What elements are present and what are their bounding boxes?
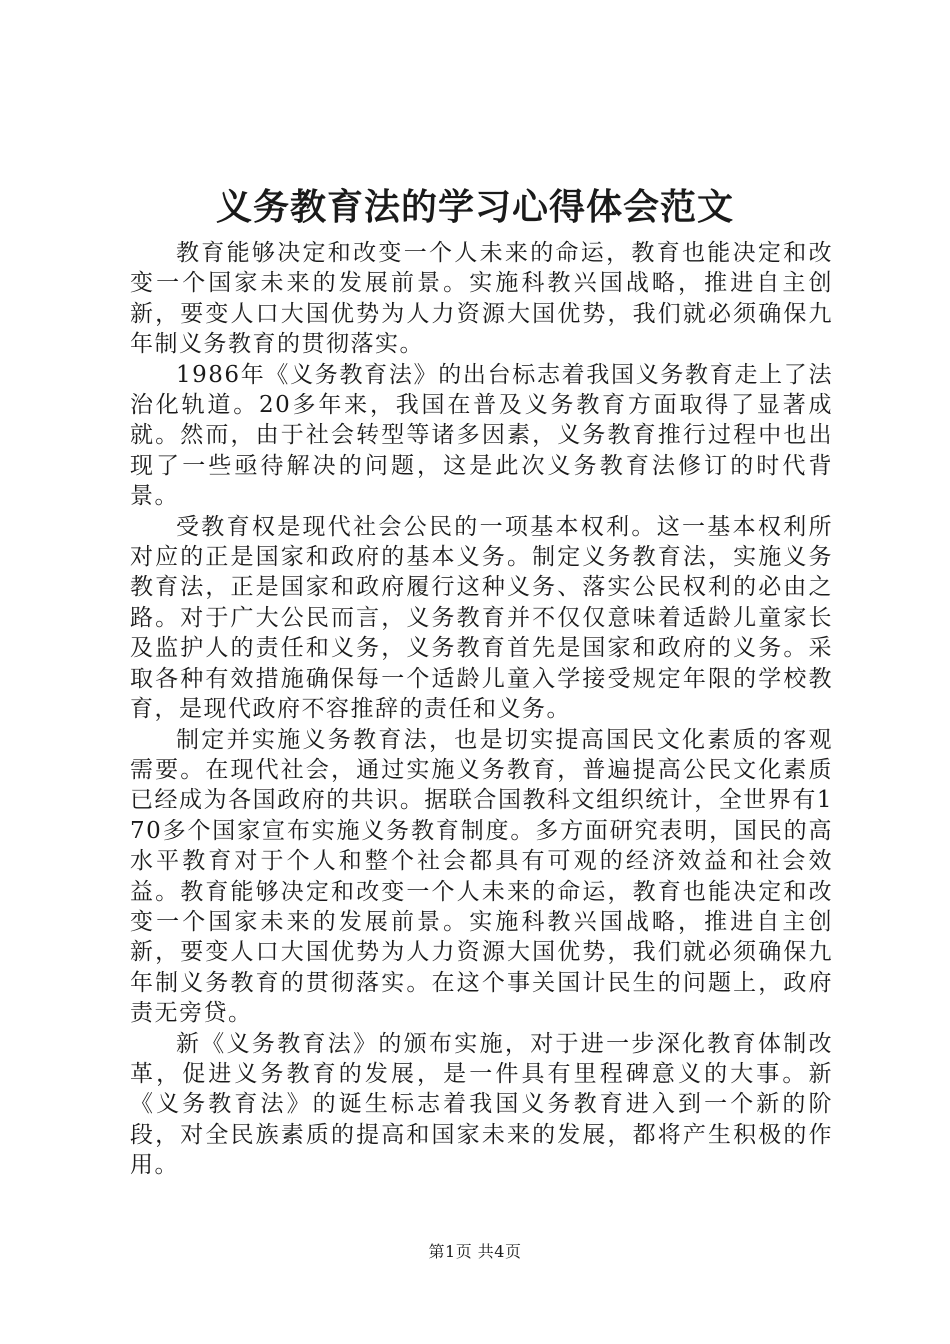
paragraph-4: 制定并实施义务教育法，也是切实提高国民文化素质的客观需要。在现代社会，通过实施义务教育，普遍提高公民文化素质已经成为各国政府的共识。据联合国教科文组织统计，全世界有170多个国家宣布实施义务教育制度。多方面研究表明，国民的高水平教育对于个人和整个社会都具有可观的经济效益和社会效益。教育能够决定和改变一个人未来的命运，教育也能决定和改变一个国家未来的发展前景。实施科教兴国战略，推进自主创新，要变人口大国优势为人力资源大国优势，我们就必须确保九年制义务教育的贯彻落实。在这个事关国计民生的问题上，政府责无旁贷。 <box>130 726 833 1027</box>
document-body <box>130 238 833 1181</box>
paragraph-3: 受教育权是现代社会公民的一项基本权利。这一基本权利所对应的正是国家和政府的基本义务。制定义务教育法，实施义务教育法，正是国家和政府履行这种义务、落实公民权利的必由之路。对于广大公民而言，义务教育并不仅仅意味着适龄儿童家长及监护人的责任和义务，义务教育首先是国家和政府的义务。采取各种有效措施确保每一个适龄儿童入学接受规定年限的学校教育，是现代政府不容推辞的责任和义务。 <box>130 513 833 723</box>
paragraph-5: 新《义务教育法》的颁布实施，对于进一步深化教育体制改革，促进义务教育的发展，是一件具有里程碑意义的大事。新《义务教育法》的诞生标志着我国义务教育进入到一个新的阶段，对全民族素质的提高和国家未来的发展，都将产生积极的作用。 <box>130 1030 833 1179</box>
document-title: 义务教育法的学习心得体会范文 <box>215 186 734 228</box>
page-number-footer: 第1页 共4页 <box>428 1242 522 1261</box>
paragraph-2: 1986年《义务教育法》的出台标志着我国义务教育走上了法治化轨道。20多年来，我国在普及义务教育方面取得了显著成就。然而，由于社会转型等诸多因素，义务教育推行过程中也出现了一些亟待解决的问题，这是此次义务教育法修订的时代背景。 <box>130 361 833 510</box>
paragraph-1: 教育能够决定和改变一个人未来的命运，教育也能决定和改变一个国家未来的发展前景。实施科教兴国战略，推进自主创新，要变人口大国优势为人力资源大国优势，我们就必须确保九年制义务教育的贯彻落实。 <box>130 240 833 358</box>
